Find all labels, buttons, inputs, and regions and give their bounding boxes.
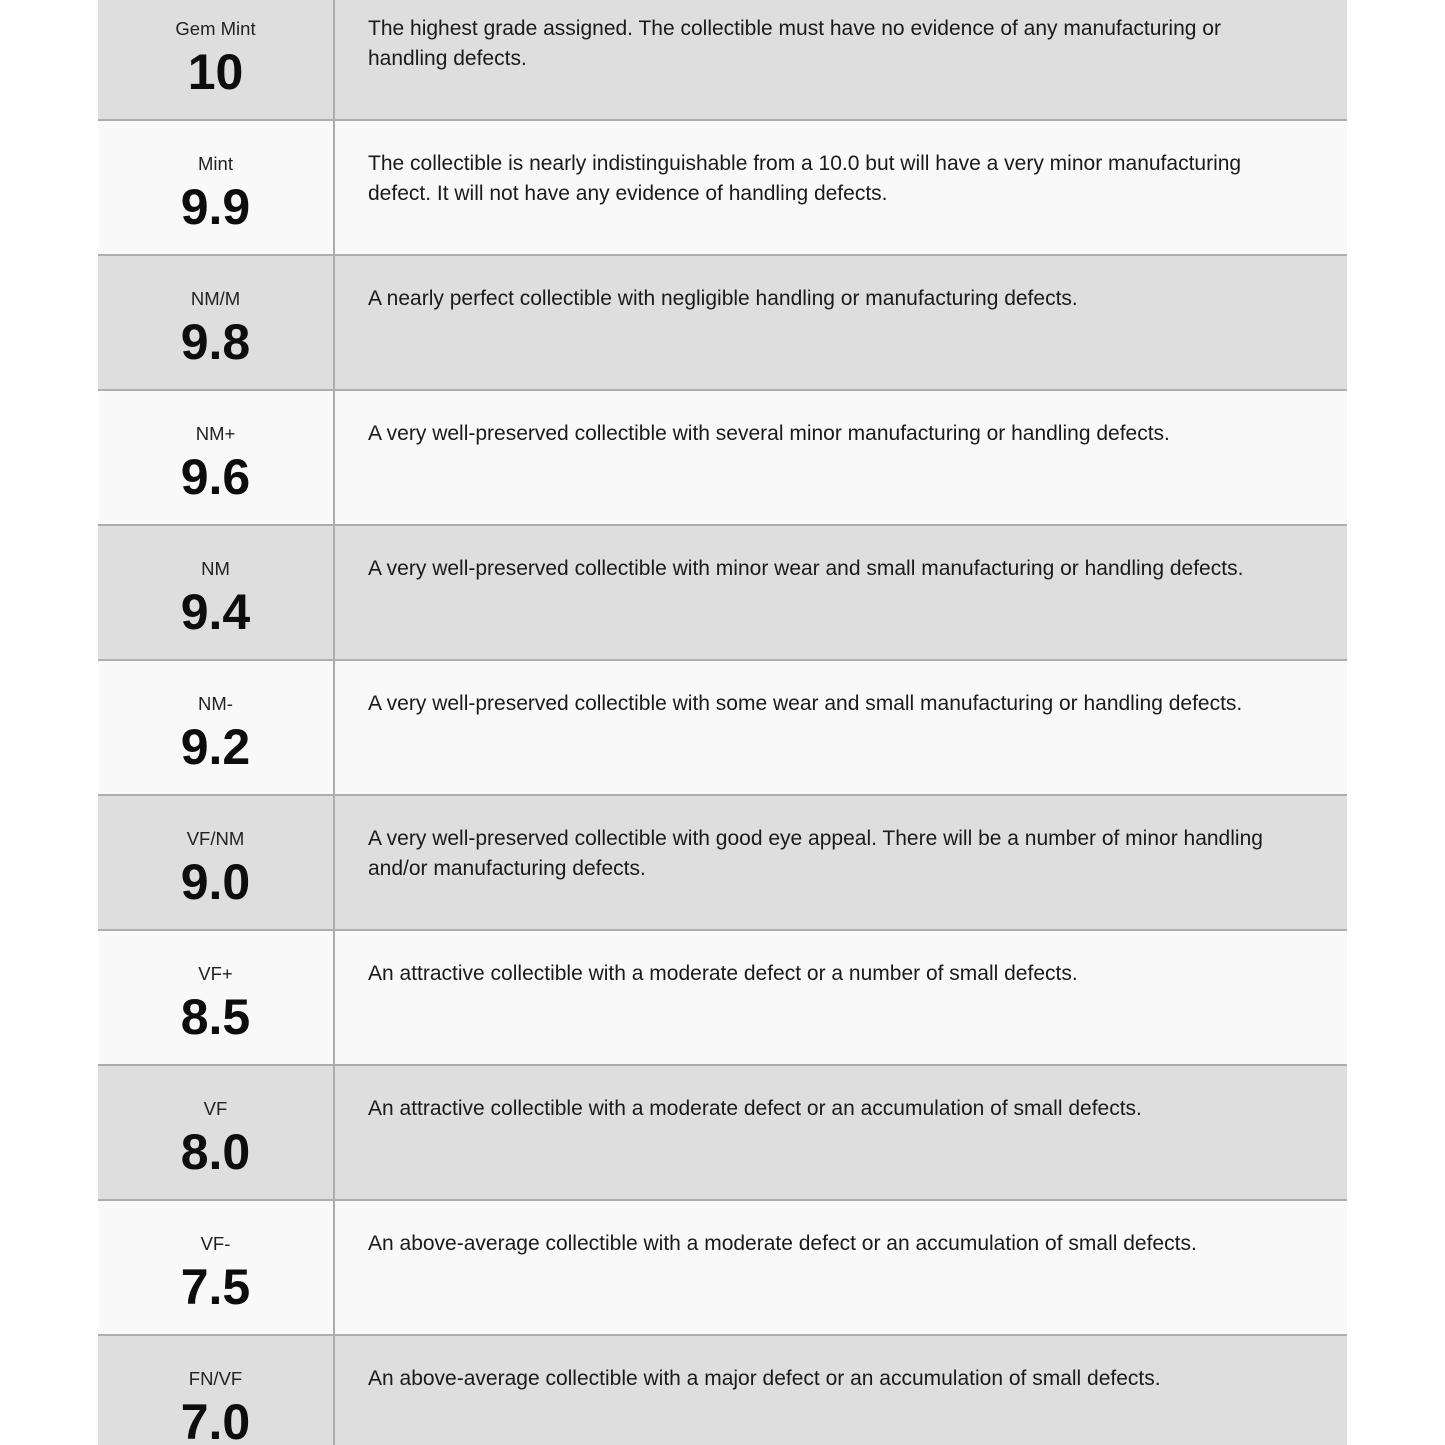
grade-description: A very well-preserved collectible with good eye appeal. There will be a number of minor handling and/or manufacturing defects. bbox=[368, 827, 1263, 880]
grade-label: VF- bbox=[200, 1233, 231, 1254]
grade-label: VF bbox=[203, 1098, 228, 1119]
grading-scale-table bbox=[98, 0, 1347, 1445]
grade-row-9.6 bbox=[98, 389, 1347, 524]
grade-cell bbox=[98, 1201, 335, 1334]
grade-row-9.2 bbox=[98, 659, 1347, 794]
grade-description: A nearly perfect collectible with negligible handling or manufacturing defects. bbox=[368, 287, 1078, 310]
grade-label: Gem Mint bbox=[175, 18, 256, 39]
grade-number: 9.6 bbox=[180, 449, 251, 505]
grade-label: FN/VF bbox=[188, 1368, 243, 1389]
grade-label: Mint bbox=[198, 153, 233, 174]
grade-description: The highest grade assigned. The collectible must have no evidence of any manufacturing or handling defects. bbox=[368, 17, 1221, 70]
grade-row-8.5 bbox=[98, 929, 1347, 1064]
grade-number: 9.8 bbox=[180, 314, 251, 370]
grade-cell bbox=[98, 796, 335, 929]
grade-row-8.0 bbox=[98, 1064, 1347, 1199]
grade-cell bbox=[98, 661, 335, 794]
grade-cell bbox=[98, 391, 335, 524]
grade-label: NM- bbox=[198, 693, 233, 714]
grade-description: An above-average collectible with a moderate defect or an accumulation of small defects. bbox=[368, 1232, 1197, 1255]
grade-cell bbox=[98, 1336, 335, 1445]
grade-row-9.9 bbox=[98, 119, 1347, 254]
grade-row-9.4 bbox=[98, 524, 1347, 659]
grade-row-10 bbox=[98, 0, 1347, 119]
grade-row-9.0 bbox=[98, 794, 1347, 929]
grade-row-7.0 bbox=[98, 1334, 1347, 1445]
grade-number: 8.0 bbox=[180, 1124, 251, 1180]
grade-label: VF/NM bbox=[186, 828, 245, 849]
grade-row-7.5 bbox=[98, 1199, 1347, 1334]
grade-label: NM/M bbox=[190, 288, 241, 309]
grade-number: 9.9 bbox=[180, 179, 251, 235]
grade-cell bbox=[98, 121, 335, 254]
grade-cell bbox=[98, 931, 335, 1064]
grade-label: NM+ bbox=[195, 423, 236, 444]
grade-description: The collectible is nearly indistinguishable from a 10.0 but will have a very minor manufacturing defect. It will not have any evidence of handling defects. bbox=[368, 152, 1242, 205]
grade-cell bbox=[98, 526, 335, 659]
grade-label: VF+ bbox=[198, 963, 233, 984]
grade-number: 9.4 bbox=[180, 584, 251, 640]
grade-description: A very well-preserved collectible with minor wear and small manufacturing or handling defects. bbox=[368, 557, 1244, 580]
grade-number: 7.5 bbox=[180, 1259, 251, 1315]
grade-number: 8.5 bbox=[180, 989, 251, 1045]
grade-label: NM bbox=[201, 558, 230, 579]
grade-cell bbox=[98, 0, 335, 119]
grade-cell bbox=[98, 256, 335, 389]
grade-number: 9.2 bbox=[180, 719, 251, 775]
grade-description: An attractive collectible with a moderate defect or a number of small defects. bbox=[368, 962, 1078, 985]
grade-description: An attractive collectible with a moderate defect or an accumulation of small defects. bbox=[368, 1097, 1142, 1120]
grade-description: An above-average collectible with a major defect or an accumulation of small defects. bbox=[368, 1367, 1161, 1390]
grade-cell bbox=[98, 1066, 335, 1199]
grade-number: 7.0 bbox=[180, 1394, 251, 1445]
grade-number: 9.0 bbox=[180, 854, 251, 910]
grade-row-9.8 bbox=[98, 254, 1347, 389]
grade-number: 10 bbox=[187, 44, 244, 100]
grade-description: A very well-preserved collectible with some wear and small manufacturing or handling defects. bbox=[368, 692, 1243, 715]
grade-description: A very well-preserved collectible with several minor manufacturing or handling defects. bbox=[368, 422, 1170, 445]
